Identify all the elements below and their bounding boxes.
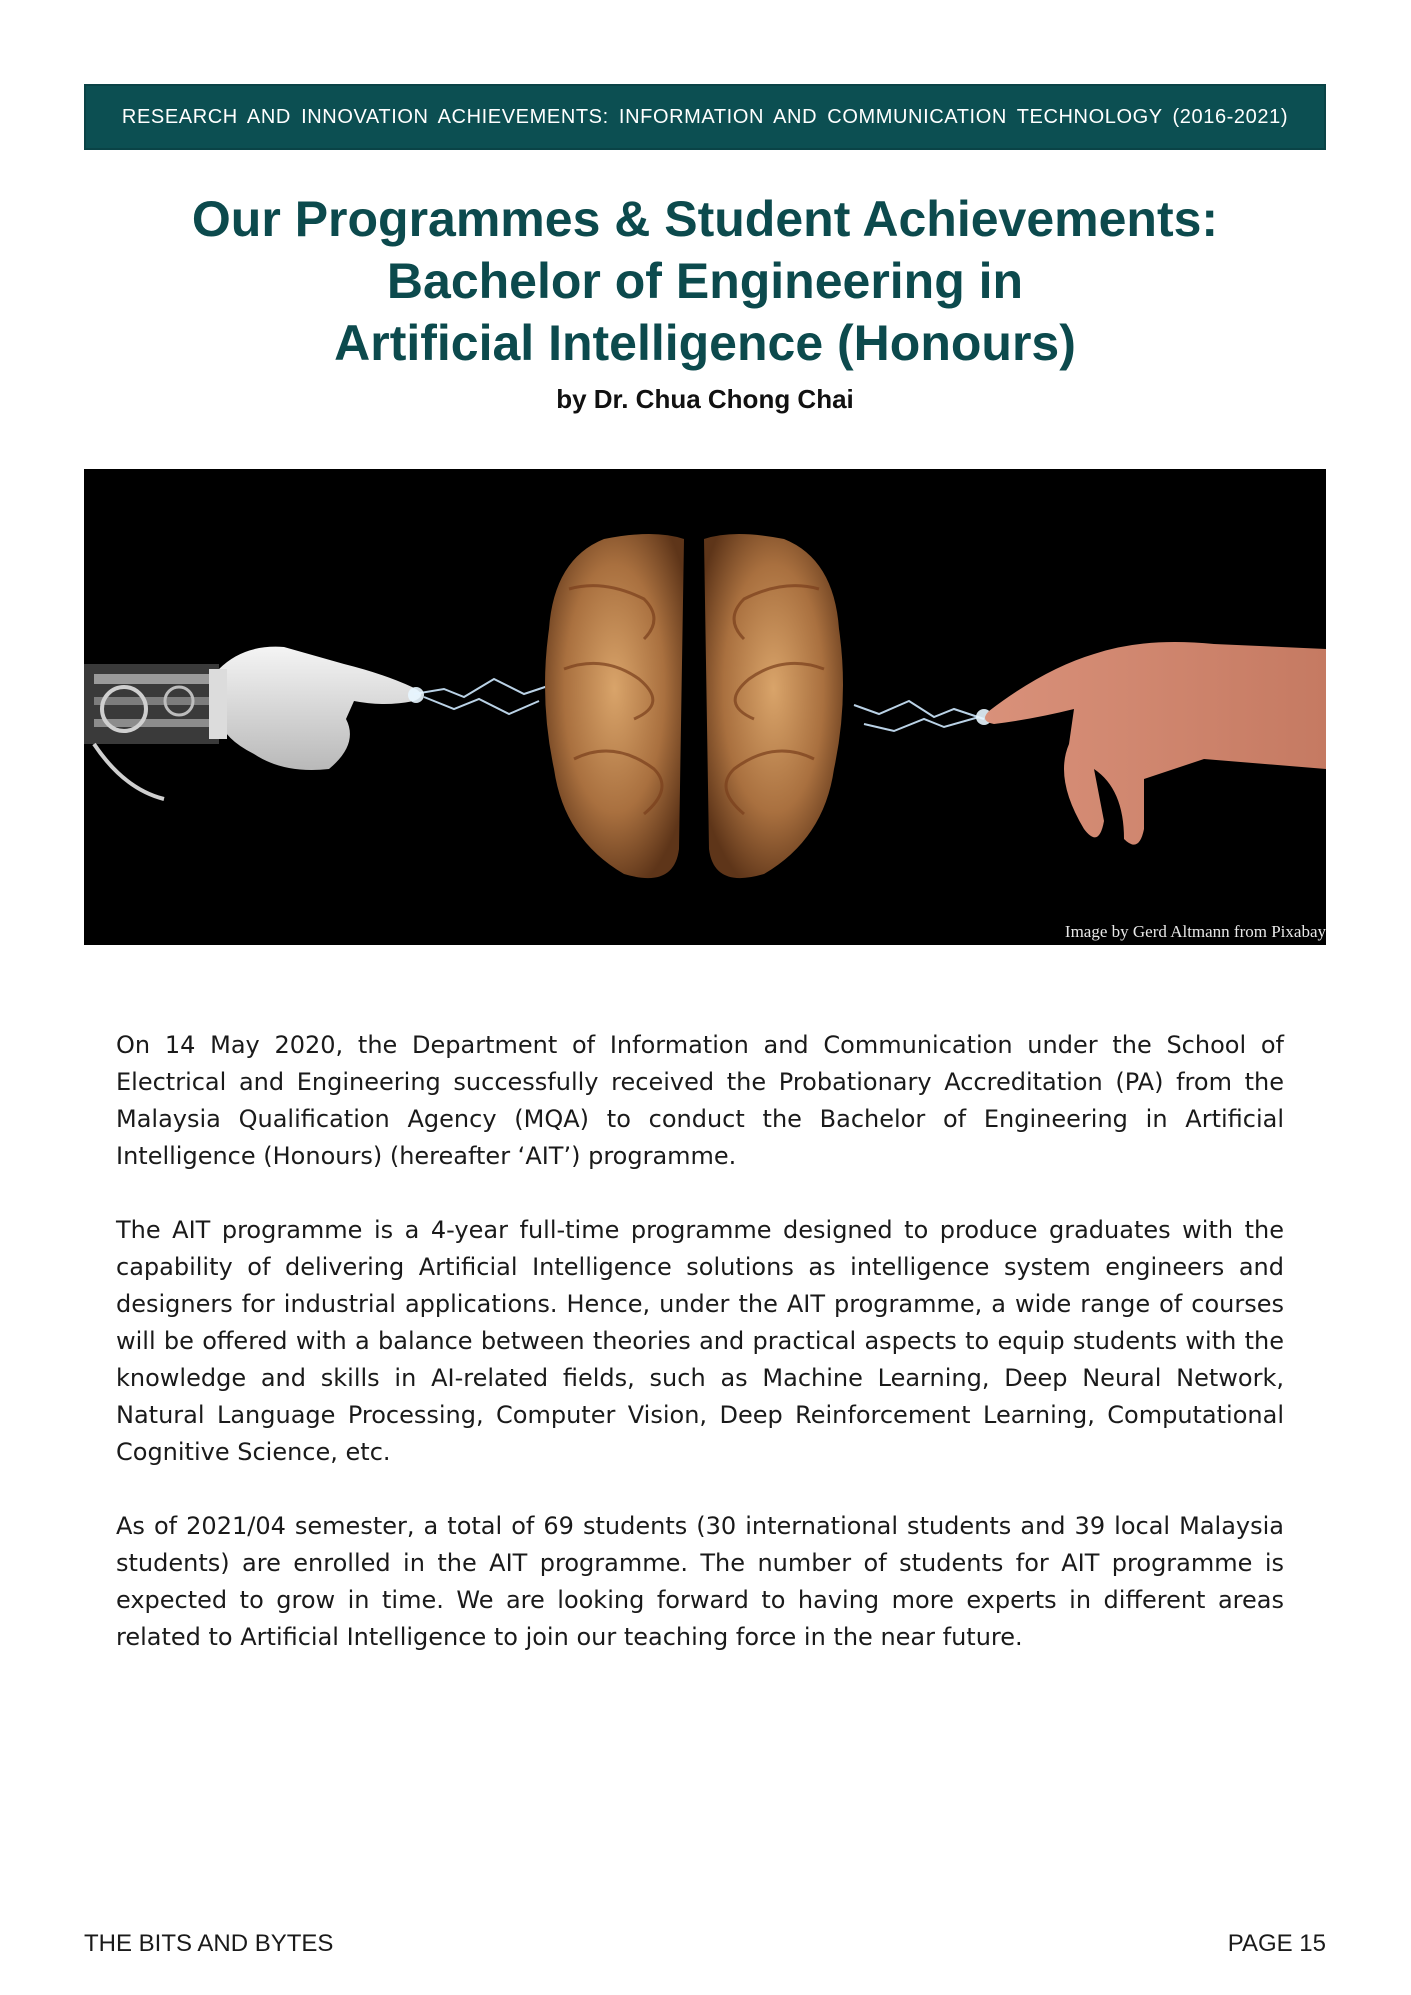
hero-image: [84, 469, 1326, 945]
section-banner-text: RESEARCH AND INNOVATION ACHIEVEMENTS: INFORMATION AND COMMUNICATION TECHNOLOGY (2016-2021): [121, 105, 1289, 128]
article-byline: by Dr. Chua Chong Chai: [556, 384, 854, 414]
image-credit: Image by Gerd Altmann from Pixabay: [1064, 922, 1326, 941]
article-body: [116, 1027, 1284, 1693]
robot-hand-brain-human-hand-icon: [84, 469, 1326, 945]
article-title-line-1: Our Programmes & Student Achievements:: [191, 191, 1219, 247]
robot-arm-icon: [84, 664, 219, 799]
article-title-line-3: Artificial Intelligence (Honours): [334, 315, 1076, 371]
human-hand-icon: [985, 642, 1326, 845]
article-title: [84, 188, 1326, 374]
article-paragraph-1: On 14 May 2020, the Department of Information and Communication under the School of Electrical and Engineering successfully received the Probationary Accreditation (PA) from the Malaysia Qualification Agency (MQA) to conduct the Bachelor of Engineering in Artificial Intelligence (Honours) (hereafter ‘AIT’) programme.: [116, 1031, 1284, 1170]
article-paragraph-3: As of 2021/04 semester, a total of 69 students (30 international students and 39 local Malaysia students) are enrolled in the AIT programme. The number of students for AIT programme is expected to grow in time. We are looking forward to having more experts in different areas related to Artificial Intelligence to join our teaching force in the near future.: [116, 1512, 1284, 1651]
brain-icon: [545, 534, 843, 878]
robot-hand-icon: [209, 647, 421, 770]
footer-publication: THE BITS AND BYTES: [84, 1930, 334, 1957]
article-title-line-2: Bachelor of Engineering in: [386, 253, 1024, 309]
footer-page-number: PAGE 15: [1227, 1930, 1326, 1957]
article-paragraph-2: The AIT programme is a 4-year full-time programme designed to produce graduates with the capability of delivering Artificial Intelligence solutions as intelligence system engineers and designers for industrial applications. Hence, under the AIT programme, a wide range of courses will be offered with a balance between theories and practical aspects to equip students with the knowledge and skills in AI-related fields, such as Machine Learning, Deep Neural Network, Natural Language Processing, Computer Vision, Deep Reinforcement Learning, Computational Cognitive Science, etc.: [116, 1216, 1284, 1466]
section-banner: [84, 84, 1326, 150]
